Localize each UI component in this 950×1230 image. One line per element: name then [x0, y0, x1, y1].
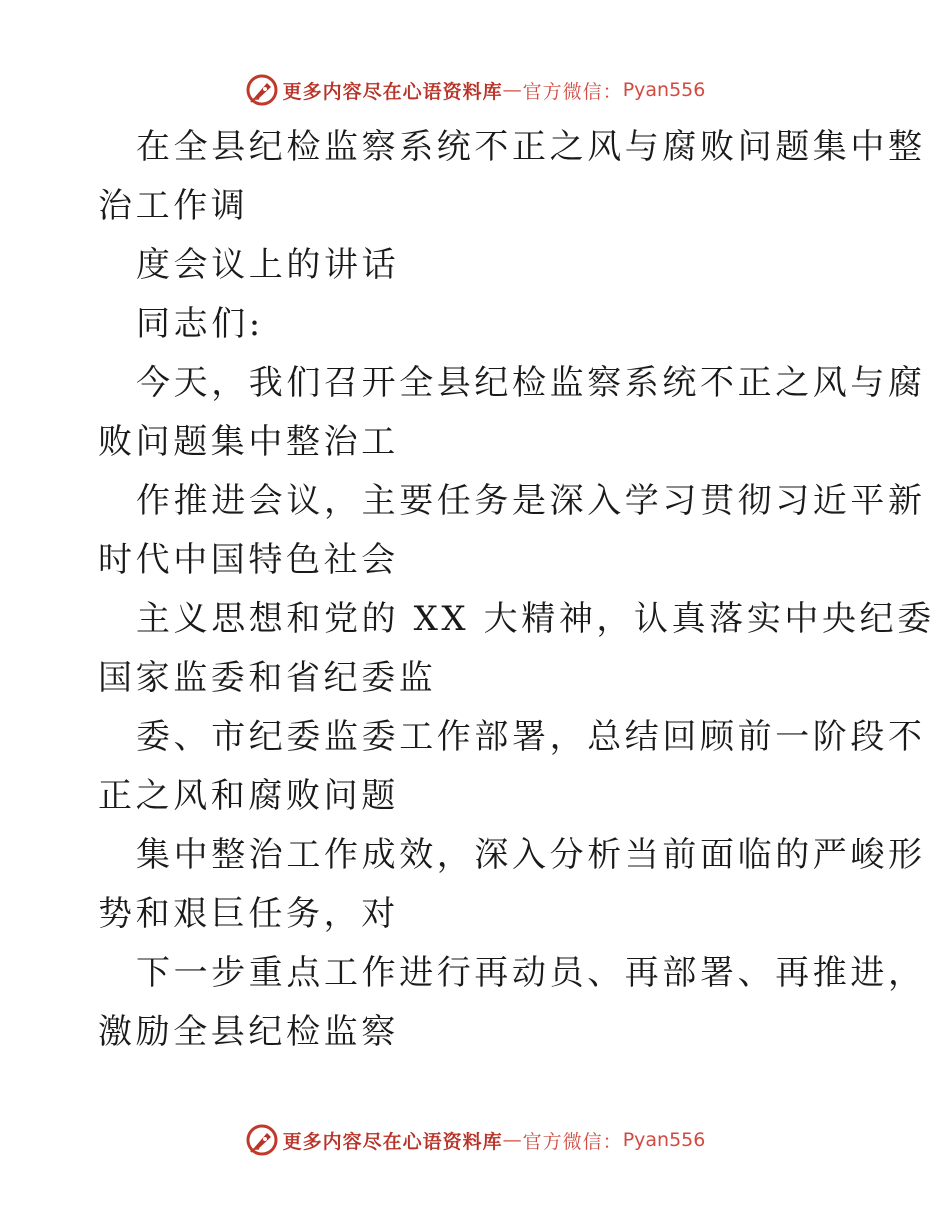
watermark-wechat-id: Pyan556 [622, 79, 706, 101]
paragraph-line: 败问题集中整治工 [98, 422, 399, 462]
paragraph-line: 度会议上的讲话 [136, 245, 400, 285]
paragraph-line: 集中整治工作成效，深入分析当前面临的严峻形 [136, 835, 926, 875]
watermark-main-text: 更多内容尽在心语资料库 [282, 80, 503, 103]
paragraph-body [98, 472, 926, 590]
paragraph-salutation [98, 295, 858, 354]
pen-nib-logo-icon [245, 1123, 279, 1157]
paragraph-line: 委、市纪委监委工作部署，总结回顾前一阶段不 [136, 717, 926, 757]
paragraph-line: 治工作调 [98, 186, 249, 226]
watermark-main-text: 更多内容尽在心语资料库 [282, 1130, 503, 1153]
footer-watermark [0, 1120, 950, 1160]
paragraph-line: 正之风和腐败问题 [98, 776, 399, 816]
paragraph-line: 作推进会议，主要任务是深入学习贯彻习近平新 [136, 481, 926, 521]
paragraph-body [98, 944, 926, 1062]
paragraph-line: 时代中国特色社会 [98, 540, 399, 580]
watermark-sub-text: 官方微信： [522, 1130, 623, 1153]
paragraph-title [98, 118, 926, 236]
paragraph-line: 势和艰巨任务，对 [98, 894, 399, 934]
watermark-wechat-id: Pyan556 [622, 1129, 706, 1151]
watermark-sub-text: 官方微信： [522, 80, 623, 103]
watermark-dash: — [502, 79, 523, 101]
paragraph-body [98, 826, 926, 944]
paragraph-line: 主义思想和党的 XX 大精神，认真落实中央纪委 [136, 599, 935, 639]
header-watermark [0, 70, 950, 110]
paragraph-body [98, 590, 935, 708]
paragraph-line: 激励全县纪检监察 [98, 1012, 399, 1052]
paragraph-body [98, 354, 926, 472]
paragraph-title-cont [98, 236, 858, 295]
pen-nib-logo-icon [245, 73, 279, 107]
paragraph-line: 下一步重点工作进行再动员、再部署、再推进， [136, 953, 926, 993]
paragraph-line: 在全县纪检监察系统不正之风与腐败问题集中整 [136, 127, 926, 167]
paragraph-line: 国家监委和省纪委监 [98, 658, 437, 698]
paragraph-body [98, 708, 926, 826]
document-body [98, 118, 935, 1062]
watermark-dash: — [502, 1129, 523, 1151]
paragraph-line: 同志们: [136, 304, 264, 344]
paragraph-line: 今天，我们召开全县纪检监察系统不正之风与腐 [136, 363, 926, 403]
